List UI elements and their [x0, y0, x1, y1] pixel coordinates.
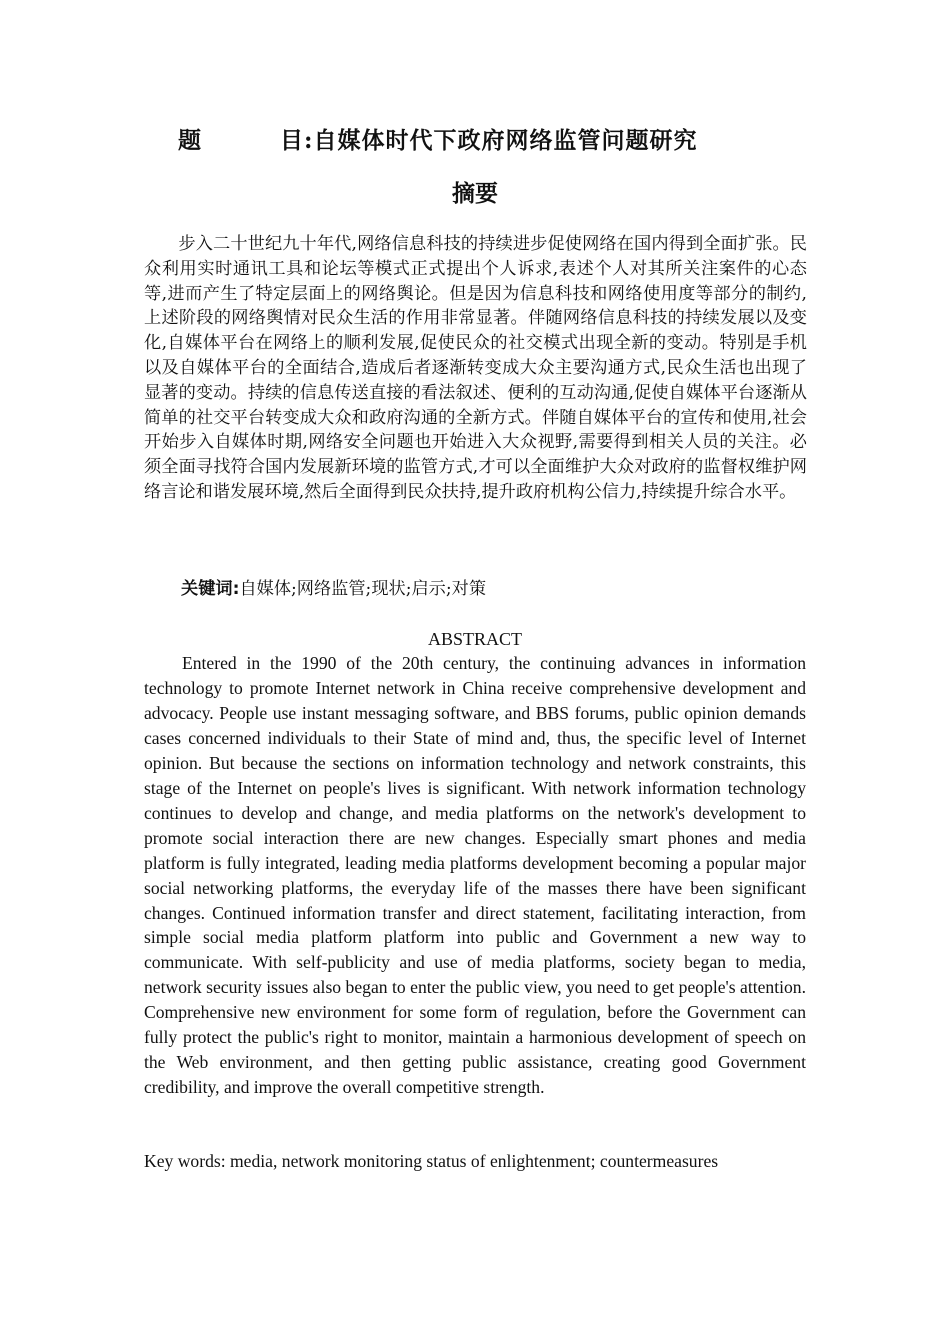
- title-label-right: 目:: [280, 127, 314, 154]
- chinese-abstract-body: 步入二十世纪九十年代,网络信息科技的持续进步促使网络在国内得到全面扩张。民众利用实时通讯工具和论坛等模式正式提出个人诉求,表述个人对其所关注案件的心态等,进而产生了特定层面上的网络舆论。但是因为信息科技和网络使用度等部分的制约,上述阶段的网络舆情对民众生活的作用非常显著。伴随网络信息科技的持续发展以及变化,自媒体平台在网络上的顺利发展,促使民众的社交模式出现全新的变动。特别是手机以及自媒体平台的全面结合,造成后者逐渐转变成大众主要沟通方式,民众生活也出现了显著的变动。持续的信息传送直接的看法叙述、便利的互动沟通,促使自媒体平台逐渐从简单的社交平台转变成大众和政府沟通的全新方式。伴随自媒体平台的宣传和使用,社会开始步入自媒体时期,网络安全问题也开始进入大众视野,需要得到相关人员的关注。必须全面寻找符合国内发展新环境的监管方式,才可以全面维护大众对政府的监督权维护网络言论和谐发展环境,然后全面得到民众扶持,提升政府机构公信力,持续提升综合水平。: [144, 234, 807, 502]
- title-label-left: 题: [178, 127, 202, 154]
- english-abstract-body: Entered in the 1990 of the 20th century, the continuing advances in information technology to promote Internet network in China receive comprehensive development and advocacy. People use instant messaging software, and BBS forums, public opinion demands cases concerned individuals to their State of mind and, thus, the specific level of Internet opinion. But because the sections on information technology and network constraints, this stage of the Internet on people's lives is significant. With network information technology continues to develop and change, and media platforms on the network's development to promote social interaction there are new changes. Especially smart phones and media platform is fully integrated, leading media platforms development becoming a popular major social networking platforms, the everyday life of the masses there have been significant changes. Continued information transfer and direct statement, facilitating interaction, from simple social media platform platform into public and Government a new way to communicate. With self-publicity and use of media platforms, society began to media, network security issues also began to enter the public view, you need to get people's attention. Comprehensive new environment for some form of regulation, before the Government can fully protect the public's right to monitor, maintain a harmonious development of speech on the Web environment, and then getting public assistance, creating good Government credibility, and improve the overall competitive strength.: [144, 653, 806, 1098]
- chinese-abstract-heading: 摘要: [452, 180, 498, 207]
- thesis-title: [178, 122, 778, 155]
- english-keywords: Key words: media, network monitoring status of enlightenment; countermeasures: [144, 1151, 719, 1171]
- chinese-keywords: [181, 577, 821, 601]
- chinese-keywords-text: 自媒体;网络监管;现状;启示;对策: [239, 579, 487, 599]
- title-text: 自媒体时代下政府网络监管问题研究: [313, 127, 698, 154]
- chinese-keywords-label: 关键词:: [181, 579, 240, 599]
- english-abstract-heading: ABSTRACT: [427, 629, 523, 649]
